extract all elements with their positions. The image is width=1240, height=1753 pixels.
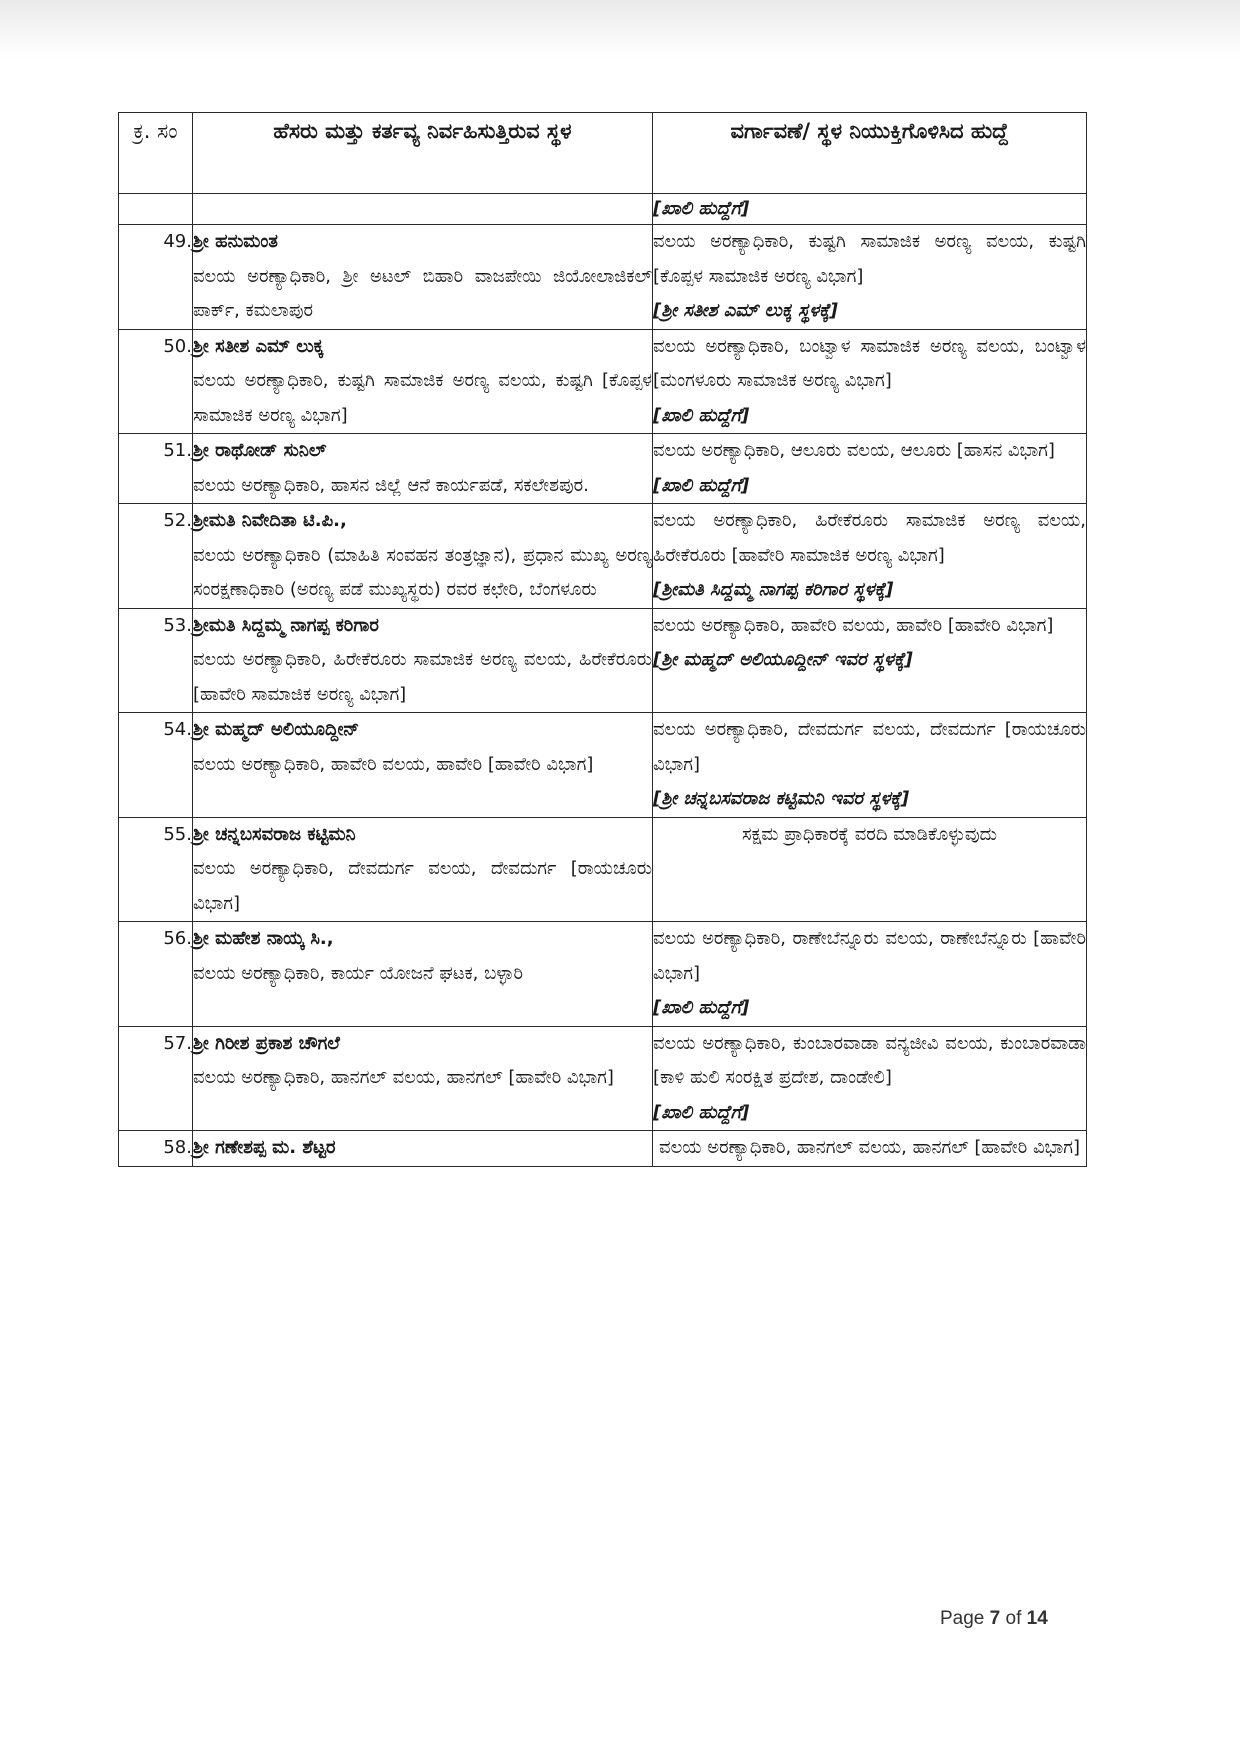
row-posting-cell bbox=[653, 608, 1087, 713]
transfer-table bbox=[118, 112, 1087, 1167]
row-name-cell bbox=[193, 225, 653, 330]
current-place: ವಲಯ ಅರಣ್ಯಾಧಿಕಾರಿ, ಶ್ರೀ ಅಟಲ್ ಬಿಹಾರಿ ವಾಜಪೇಯಿ ಜಿಯೋಲಾಜಿಕಲ್ ಪಾರ್ಕ್, ಕಮಲಾಪುರ bbox=[193, 265, 652, 321]
new-posting: ವಲಯ ಅರಣ್ಯಾಧಿಕಾರಿ, ಕುಷ್ಟಗಿ ಸಾಮಾಜಿಕ ಅರಣ್ಯ ವಲಯ, ಕುಷ್ಟಗಿ [ಕೊಪ್ಪಳ ಸಾಮಾಜಿಕ ಅರಣ್ಯ ವಿಭಾಗ] bbox=[653, 231, 1086, 287]
officer-name: ಶ್ರೀ ಚನ್ನಬಸವರಾಜ ಕಟ್ಟಿಮನಿ bbox=[193, 823, 356, 845]
table-row bbox=[119, 434, 1087, 504]
new-posting: ವಲಯ ಅರಣ್ಯಾಧಿಕಾರಿ, ಕುಂಬಾರವಾಡಾ ವನ್ಯಜೀವಿ ವಲಯ, ಕುಂಬಾರವಾಡಾ [ಕಾಳಿ ಹುಲಿ ಸಂರಕ್ಷಿತ ಪ್ರದೇಶ, ದಾಂಡೇಲಿ] bbox=[653, 1032, 1086, 1088]
row-serial-number: 53. bbox=[119, 608, 193, 713]
page-footer bbox=[940, 1608, 1048, 1630]
table-header-row bbox=[119, 113, 1087, 194]
row-posting-cell bbox=[653, 922, 1087, 1027]
row-posting-cell bbox=[653, 329, 1087, 434]
row-serial-number: 51. bbox=[119, 434, 193, 504]
header-posting: ವರ್ಗಾವಣೆ/ ಸ್ಥಳ ನಿಯುಕ್ತಿಗೊಳಿಸಿದ ಹುದ್ದೆ bbox=[653, 113, 1087, 194]
posting-note: [ಖಾಲಿ ಹುದ್ದೆಗೆ] bbox=[653, 404, 750, 426]
new-posting: ವಲಯ ಅರಣ್ಯಾಧಿಕಾರಿ, ರಾಣೇಬೆನ್ನೂರು ವಲಯ, ರಾಣೇಬೆನ್ನೂರು [ಹಾವೇರಿ ವಿಭಾಗ] bbox=[653, 928, 1086, 984]
footer-page-total: 14 bbox=[1026, 1608, 1048, 1629]
row-name-cell bbox=[193, 713, 653, 818]
row-serial-number: 54. bbox=[119, 713, 193, 818]
footer-of-word: of bbox=[1005, 1608, 1022, 1629]
table-row bbox=[119, 225, 1087, 330]
table-row bbox=[119, 922, 1087, 1027]
posting-note: [ಶ್ರೀಮತಿ ಸಿದ್ದಮ್ಮ ನಾಗಪ್ಪ ಕರಿಗಾರ ಸ್ಥಳಕ್ಕೆ] bbox=[653, 579, 894, 600]
continued-row bbox=[119, 194, 1087, 225]
officer-name: ಶ್ರೀ ಗಣೇಶಪ್ಪ ಮ. ಶೆಟ್ಟರ bbox=[193, 1137, 336, 1158]
officer-name: ಶ್ರೀ ಮಹೇಶ ನಾಯ್ಕ ಸಿ., bbox=[193, 928, 334, 949]
table-row bbox=[119, 504, 1087, 609]
current-place: ವಲಯ ಅರಣ್ಯಾಧಿಕಾರಿ, ದೇವದುರ್ಗ ವಲಯ, ದೇವದುರ್ಗ [ರಾಯಚೂರು ವಿಭಾಗ] bbox=[193, 858, 652, 914]
scan-top-shadow bbox=[0, 0, 1240, 60]
new-posting: ವಲಯ ಅರಣ್ಯಾಧಿಕಾರಿ, ಹಾವೇರಿ ವಲಯ, ಹಾವೇರಿ [ಹಾವೇರಿ ವಿಭಾಗ] bbox=[653, 614, 1054, 636]
row-name-cell bbox=[193, 608, 653, 713]
current-place: ವಲಯ ಅರಣ್ಯಾಧಿಕಾರಿ, ಕುಷ್ಟಗಿ ಸಾಮಾಜಿಕ ಅರಣ್ಯ ವಲಯ, ಕುಷ್ಟಗಿ [ಕೊಪ್ಪಳ ಸಾಮಾಜಿಕ ಅರಣ್ಯ ವಿಭಾಗ] bbox=[193, 370, 652, 426]
table-row bbox=[119, 608, 1087, 713]
current-place: ವಲಯ ಅರಣ್ಯಾಧಿಕಾರಿ, ಹಿರೇಕೆರೂರು ಸಾಮಾಜಿಕ ಅರಣ್ಯ ವಲಯ, ಹಿರೇಕೆರೂರು [ಹಾವೇರಿ ಸಾಮಾಜಿಕ ಅರಣ್ಯ ವಿಭಾಗ] bbox=[193, 649, 652, 705]
row-name-cell bbox=[193, 1026, 653, 1131]
row-serial-number: 55. bbox=[119, 817, 193, 922]
row-serial-number: 57. bbox=[119, 1026, 193, 1131]
officer-name: ಶ್ರೀ ರಾಥೋಡ್ ಸುನಿಲ್ bbox=[193, 440, 327, 461]
row-posting-cell bbox=[653, 225, 1087, 330]
continued-place bbox=[653, 194, 1087, 225]
table-row bbox=[119, 1026, 1087, 1131]
new-posting: ವಲಯ ಅರಣ್ಯಾಧಿಕಾರಿ, ದೇವದುರ್ಗ ವಲಯ, ದೇವದುರ್ಗ [ರಾಯಚೂರು ವಿಭಾಗ] bbox=[653, 719, 1086, 775]
officer-name: ಶ್ರೀಮತಿ ಸಿದ್ದಮ್ಮ ನಾಗಪ್ಪ ಕರಿಗಾರ bbox=[193, 614, 379, 636]
header-name-place: ಹೆಸರು ಮತ್ತು ಕರ್ತವ್ಯ ನಿರ್ವಹಿಸುತ್ತಿರುವ ಸ್ಥಳ bbox=[193, 113, 653, 194]
row-name-cell bbox=[193, 817, 653, 922]
posting-note: [ಖಾಲಿ ಹುದ್ದೆಗೆ] bbox=[653, 474, 750, 496]
row-serial-number: 58. bbox=[119, 1131, 193, 1167]
continued-note: [ಖಾಲಿ ಹುದ್ದೆಗೆ] bbox=[653, 198, 750, 219]
current-place: ವಲಯ ಅರಣ್ಯಾಧಿಕಾರಿ (ಮಾಹಿತಿ ಸಂವಹನ ತಂತ್ರಜ್ಞಾನ), ಪ್ರಧಾನ ಮುಖ್ಯ ಅರಣ್ಯ ಸಂರಕ್ಷಣಾಧಿಕಾರಿ (ಅರಣ್ಯ ಪಡೆ ಮುಖ್ಯಸ್ಥರು) ರವರ ಕಛೇರಿ, ಬೆಂಗಳೂರು bbox=[193, 544, 652, 600]
row-posting-cell bbox=[653, 817, 1087, 922]
row-serial-number: 50. bbox=[119, 329, 193, 434]
table-row bbox=[119, 817, 1087, 922]
table-row bbox=[119, 1131, 1087, 1167]
row-serial-number: 52. bbox=[119, 504, 193, 609]
officer-name: ಶ್ರೀಮತಿ ನಿವೇದಿತಾ ಟಿ.ಪಿ., bbox=[193, 510, 347, 531]
header-serial: ಕ್ರ. ಸಂ bbox=[119, 113, 193, 194]
row-posting-cell bbox=[653, 434, 1087, 504]
new-posting: ವಲಯ ಅರಣ್ಯಾಧಿಕಾರಿ, ಹಿರೇಕೆರೂರು ಸಾಮಾಜಿಕ ಅರಣ್ಯ ವಲಯ, ಹಿರೇಕೆರೂರು [ಹಾವೇರಿ ಸಾಮಾಜಿಕ ಅರಣ್ಯ ವಿಭಾಗ] bbox=[653, 510, 1086, 566]
posting-note: [ಶ್ರೀ ಚನ್ನಬಸವರಾಜ ಕಟ್ಟಿಮನಿ ಇವರ ಸ್ಥಳಕ್ಕೆ] bbox=[653, 788, 910, 809]
officer-name: ಶ್ರೀ ಹನುಮಂತ bbox=[193, 231, 278, 252]
current-place: ವಲಯ ಅರಣ್ಯಾಧಿಕಾರಿ, ಹಾನಗಲ್ ವಲಯ, ಹಾನಗಲ್ [ಹಾವೇರಿ ವಿಭಾಗ] bbox=[193, 1067, 614, 1088]
row-name-cell bbox=[193, 1131, 653, 1167]
new-posting: ವಲಯ ಅರಣ್ಯಾಧಿಕಾರಿ, ಆಲೂರು ವಲಯ, ಆಲೂರು [ಹಾಸನ ವಿಭಾಗ] bbox=[653, 440, 1055, 461]
table-row bbox=[119, 329, 1087, 434]
row-serial-number: 56. bbox=[119, 922, 193, 1027]
footer-page-word: Page bbox=[940, 1608, 985, 1629]
row-name-cell bbox=[193, 329, 653, 434]
officer-name: ಶ್ರೀ ಮಹ್ಮದ್ ಅಲಿಯೂದ್ದೀನ್ bbox=[193, 719, 360, 740]
posting-note: [ಶ್ರೀ ಮಹ್ಮದ್ ಅಲಿಯೂದ್ದೀನ್ ಇವರ ಸ್ಥಳಕ್ಕೆ] bbox=[653, 649, 913, 670]
new-posting: ವಲಯ ಅರಣ್ಯಾಧಿಕಾರಿ, ಹಾನಗಲ್ ವಲಯ, ಹಾನಗಲ್ [ಹಾವೇರಿ ವಿಭಾಗ] bbox=[659, 1137, 1080, 1158]
officer-name: ಶ್ರೀ ಗಿರೀಶ ಪ್ರಕಾಶ ಚೌಗಲೆ bbox=[193, 1032, 340, 1054]
row-posting-cell bbox=[653, 504, 1087, 609]
posting-note: [ಖಾಲಿ ಹುದ್ದೆಗೆ] bbox=[653, 997, 750, 1018]
posting-note: [ಶ್ರೀ ಸತೀಶ ಎಮ್ ಲುಕ್ಕ ಸ್ಥಳಕ್ಕೆ] bbox=[653, 300, 838, 321]
row-name-cell bbox=[193, 434, 653, 504]
new-posting: ಸಕ್ಷಮ ಪ್ರಾಧಿಕಾರಕ್ಕೆ ವರದಿ ಮಾಡಿಕೊಳ್ಳುವುದು bbox=[742, 823, 997, 845]
continued-name bbox=[193, 194, 653, 225]
officer-name: ಶ್ರೀ ಸತೀಶ ಎಮ್ ಲುಕ್ಕ bbox=[193, 335, 324, 357]
current-place: ವಲಯ ಅರಣ್ಯಾಧಿಕಾರಿ, ಹಾವೇರಿ ವಲಯ, ಹಾವೇರಿ [ಹಾವೇರಿ ವಿಭಾಗ] bbox=[193, 753, 594, 775]
current-place: ವಲಯ ಅರಣ್ಯಾಧಿಕಾರಿ, ಹಾಸನ ಜಿಲ್ಲೆ ಆನೆ ಕಾರ್ಯಪಡೆ, ಸಕಲೇಶಪುರ. bbox=[193, 474, 589, 496]
table-row bbox=[119, 713, 1087, 818]
posting-note: [ಖಾಲಿ ಹುದ್ದೆಗೆ] bbox=[653, 1101, 750, 1123]
footer-page-number: 7 bbox=[989, 1608, 1001, 1629]
row-posting-cell bbox=[653, 713, 1087, 818]
row-posting-cell bbox=[653, 1026, 1087, 1131]
row-posting-cell bbox=[653, 1131, 1087, 1167]
row-name-cell bbox=[193, 504, 653, 609]
continued-num bbox=[119, 194, 193, 225]
row-name-cell bbox=[193, 922, 653, 1027]
new-posting: ವಲಯ ಅರಣ್ಯಾಧಿಕಾರಿ, ಬಂಟ್ವಾಳ ಸಾಮಾಜಿಕ ಅರಣ್ಯ ವಲಯ, ಬಂಟ್ವಾಳ [ಮಂಗಳೂರು ಸಾಮಾಜಿಕ ಅರಣ್ಯ ವಿಭಾಗ] bbox=[653, 335, 1086, 391]
row-serial-number: 49. bbox=[119, 225, 193, 330]
current-place: ವಲಯ ಅರಣ್ಯಾಧಿಕಾರಿ, ಕಾರ್ಯ ಯೋಜನೆ ಘಟಕ, ಬಳ್ಳಾರಿ bbox=[193, 962, 524, 984]
